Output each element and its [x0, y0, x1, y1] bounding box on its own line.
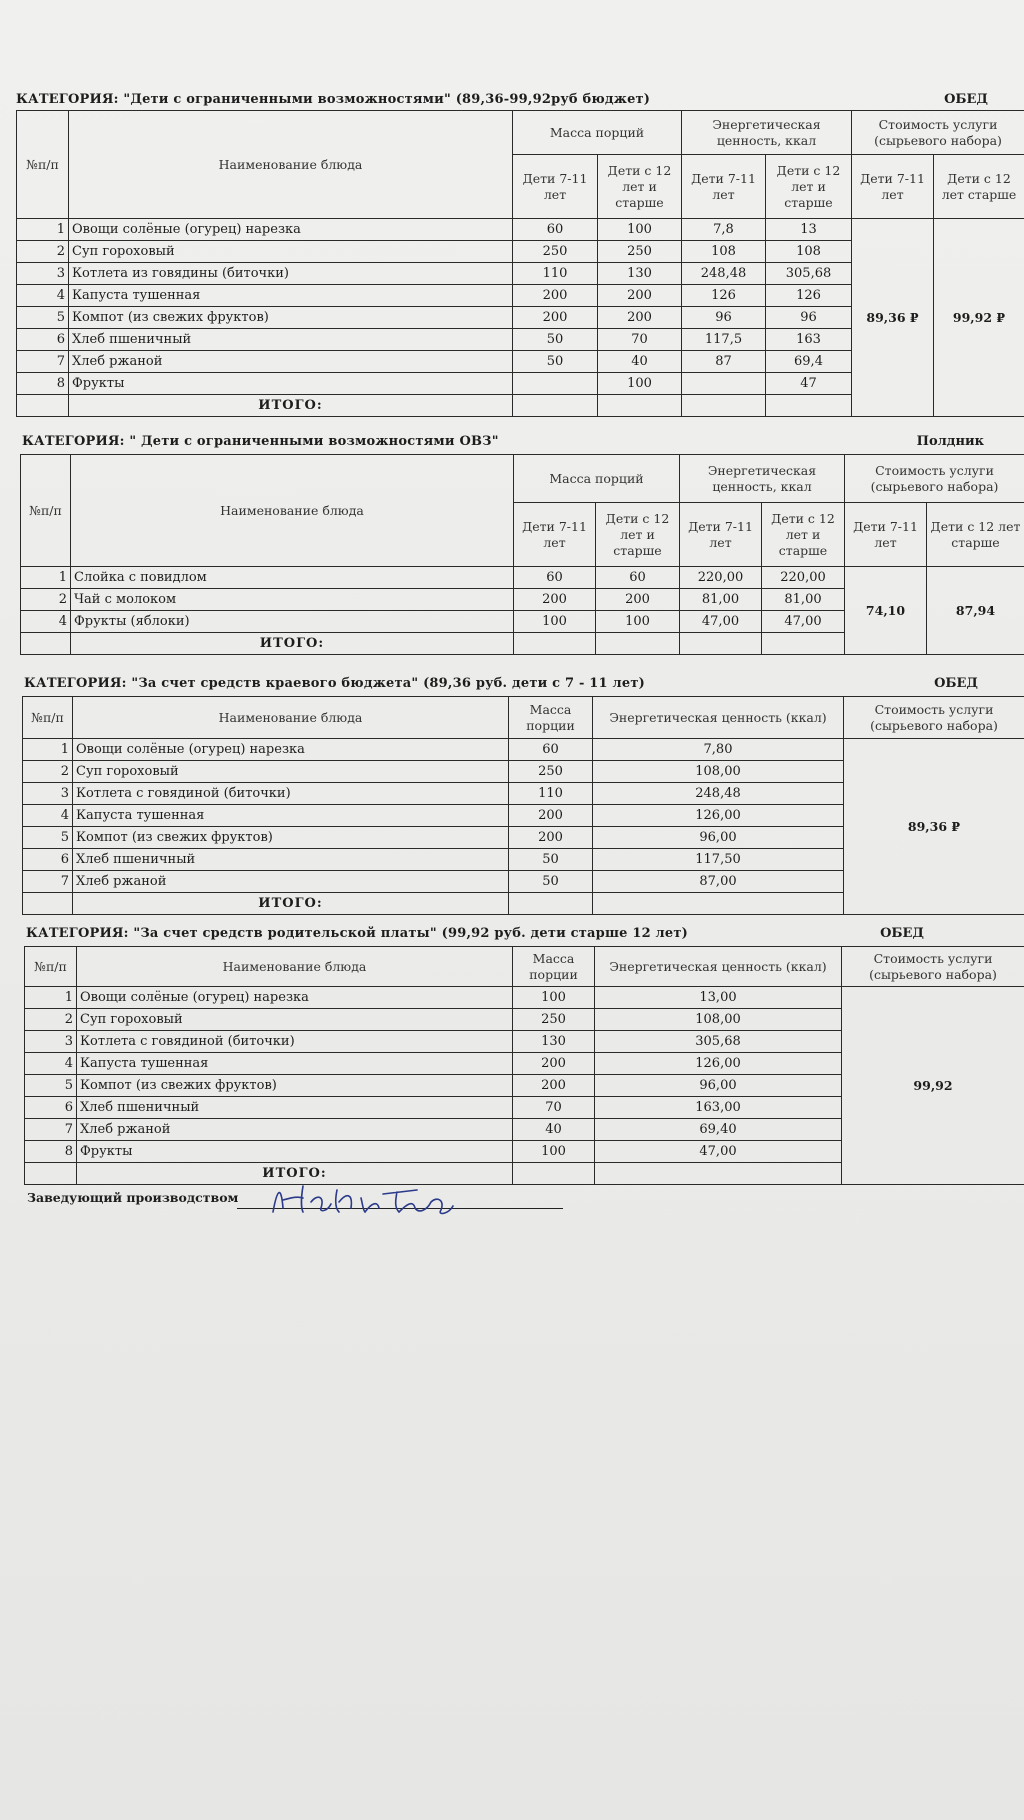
row-number: 5 — [23, 827, 73, 849]
energy-young: 87 — [682, 351, 766, 373]
row-number: 7 — [17, 351, 69, 373]
energy: 305,68 — [595, 1031, 842, 1053]
energy: 96,00 — [593, 827, 844, 849]
energy-old: 47,00 — [762, 611, 845, 633]
header-energy-old: Дети с 12 лет и старше — [766, 155, 852, 219]
row-number: 7 — [23, 871, 73, 893]
signature-block — [27, 1190, 537, 1218]
mass-old: 40 — [598, 351, 682, 373]
dish-name: Фрукты (яблоки) — [71, 611, 514, 633]
row-number: 6 — [25, 1097, 77, 1119]
energy: 108,00 — [595, 1009, 842, 1031]
row-number: 3 — [25, 1031, 77, 1053]
energy-young: 126 — [682, 285, 766, 307]
dish-name: Слойка с повидлом — [71, 567, 514, 589]
energy-old: 163 — [766, 329, 852, 351]
mass: 110 — [509, 783, 593, 805]
cost: 89,36 ₽ — [844, 739, 1024, 915]
header-cost-young: Дети 7-11 лет — [845, 503, 927, 567]
energy: 69,40 — [595, 1119, 842, 1141]
section-4-category: КАТЕГОРИЯ: "За счет средств родительской платы" (99,92 руб. дети старше 12 лет) — [26, 926, 688, 941]
dish-name: Хлеб ржаной — [73, 871, 509, 893]
mass-young: 110 — [513, 263, 598, 285]
mass: 200 — [513, 1075, 595, 1097]
header-mass: Масса порции — [513, 947, 595, 987]
section-1-heading — [16, 92, 1016, 110]
row-number: 4 — [21, 611, 71, 633]
header-num: №п/п — [17, 111, 69, 219]
section-3-category: КАТЕГОРИЯ: "За счет средств краевого бюджета" (89,36 руб. дети с 7 - 11 лет) — [24, 676, 645, 691]
energy-old: 305,68 — [766, 263, 852, 285]
mass-old: 100 — [598, 373, 682, 395]
energy-old: 47 — [766, 373, 852, 395]
energy-young: 248,48 — [682, 263, 766, 285]
header-name: Наименование блюда — [77, 947, 513, 987]
mass: 100 — [513, 987, 595, 1009]
cost-young: 74,10 — [845, 567, 927, 655]
header-num: №п/п — [21, 455, 71, 567]
row-number: 8 — [17, 373, 69, 395]
row-number: 3 — [17, 263, 69, 285]
mass-young: 50 — [513, 351, 598, 373]
energy-young: 96 — [682, 307, 766, 329]
section-1-category: КАТЕГОРИЯ: "Дети с ограниченными возможностями" (89,36-99,92руб бюджет) — [16, 92, 651, 107]
row-number: 4 — [25, 1053, 77, 1075]
table-row — [25, 987, 1024, 1009]
energy: 47,00 — [595, 1141, 842, 1163]
energy-old: 96 — [766, 307, 852, 329]
mass-young: 100 — [514, 611, 596, 633]
mass: 70 — [513, 1097, 595, 1119]
energy: 96,00 — [595, 1075, 842, 1097]
table-row — [23, 739, 1024, 761]
dish-name: Овощи солёные (огурец) нарезка — [77, 987, 513, 1009]
mass: 200 — [509, 805, 593, 827]
energy: 126,00 — [595, 1053, 842, 1075]
header-cost: Стоимость услуги (сырьевого набора) — [842, 947, 1024, 987]
mass: 130 — [513, 1031, 595, 1053]
mass-young: 250 — [513, 241, 598, 263]
dish-name: Котлета из говядины (биточки) — [69, 263, 513, 285]
row-number: 3 — [23, 783, 73, 805]
header-mass: Масса порций — [514, 455, 680, 503]
energy: 117,50 — [593, 849, 844, 871]
mass-old: 70 — [598, 329, 682, 351]
mass: 40 — [513, 1119, 595, 1141]
mass-old: 250 — [598, 241, 682, 263]
mass: 100 — [513, 1141, 595, 1163]
header-cost: Стоимость услуги (сырьевого набора) — [844, 697, 1024, 739]
section-2-meal: Полдник — [916, 434, 984, 449]
signature-label: Заведующий производством — [27, 1190, 239, 1205]
energy-young: 117,5 — [682, 329, 766, 351]
mass: 250 — [513, 1009, 595, 1031]
energy-old: 81,00 — [762, 589, 845, 611]
mass-young: 200 — [514, 589, 596, 611]
row-number: 6 — [17, 329, 69, 351]
section-3-meal: ОБЕД — [934, 676, 978, 691]
mass-young: 60 — [514, 567, 596, 589]
energy-old: 13 — [766, 219, 852, 241]
dish-name: Суп гороховый — [73, 761, 509, 783]
row-number: 2 — [17, 241, 69, 263]
row-number: 1 — [17, 219, 69, 241]
header-mass-old: Дети с 12 лет и старше — [598, 155, 682, 219]
table-row — [17, 219, 1024, 241]
energy: 126,00 — [593, 805, 844, 827]
header-name: Наименование блюда — [69, 111, 513, 219]
energy-young: 108 — [682, 241, 766, 263]
dish-name: Хлеб ржаной — [77, 1119, 513, 1141]
dish-name: Хлеб ржаной — [69, 351, 513, 373]
section-3-heading — [24, 676, 978, 694]
dish-name: Котлета с говядиной (биточки) — [77, 1031, 513, 1053]
row-number: 1 — [23, 739, 73, 761]
header-energy-young: Дети 7-11 лет — [682, 155, 766, 219]
dish-name: Компот (из свежих фруктов) — [77, 1075, 513, 1097]
header-mass-old: Дети с 12 лет и старше — [596, 503, 680, 567]
energy: 87,00 — [593, 871, 844, 893]
header-energy: Энергетическая ценность (ккал) — [595, 947, 842, 987]
energy-young: 7,8 — [682, 219, 766, 241]
header-energy: Энергетическая ценность (ккал) — [593, 697, 844, 739]
mass: 50 — [509, 871, 593, 893]
mass-old: 60 — [596, 567, 680, 589]
header-mass-young: Дети 7-11 лет — [513, 155, 598, 219]
mass-young: 50 — [513, 329, 598, 351]
row-number: 5 — [25, 1075, 77, 1097]
header-energy-old: Дети с 12 лет и старше — [762, 503, 845, 567]
section-4-heading — [26, 926, 924, 944]
header-cost: Стоимость услуги (сырьевого набора) — [852, 111, 1024, 155]
energy: 7,80 — [593, 739, 844, 761]
section-1-table — [16, 110, 1024, 417]
energy-old: 220,00 — [762, 567, 845, 589]
section-4-meal: ОБЕД — [880, 926, 924, 941]
energy-young: 220,00 — [680, 567, 762, 589]
mass: 60 — [509, 739, 593, 761]
dish-name: Суп гороховый — [69, 241, 513, 263]
header-name: Наименование блюда — [73, 697, 509, 739]
header-num: №п/п — [23, 697, 73, 739]
row-number: 4 — [23, 805, 73, 827]
dish-name: Чай с молоком — [71, 589, 514, 611]
mass: 200 — [513, 1053, 595, 1075]
mass: 250 — [509, 761, 593, 783]
mass-old: 200 — [596, 589, 680, 611]
row-number: 4 — [17, 285, 69, 307]
energy-old: 69,4 — [766, 351, 852, 373]
dish-name: Капуста тушенная — [73, 805, 509, 827]
dish-name: Компот (из свежих фруктов) — [73, 827, 509, 849]
section-2-heading — [22, 434, 1022, 452]
energy: 248,48 — [593, 783, 844, 805]
section-2-table — [20, 454, 1024, 655]
header-mass-young: Дети 7-11 лет — [514, 503, 596, 567]
mass-old: 200 — [598, 285, 682, 307]
header-name: Наименование блюда — [71, 455, 514, 567]
mass-old: 100 — [598, 219, 682, 241]
cost-old: 87,94 — [927, 567, 1024, 655]
total-label: ИТОГО: — [71, 633, 514, 655]
header-mass: Масса порции — [509, 697, 593, 739]
energy: 13,00 — [595, 987, 842, 1009]
dish-name: Фрукты — [77, 1141, 513, 1163]
energy: 108,00 — [593, 761, 844, 783]
energy-young: 81,00 — [680, 589, 762, 611]
mass: 50 — [509, 849, 593, 871]
mass-old: 130 — [598, 263, 682, 285]
dish-name: Овощи солёные (огурец) нарезка — [73, 739, 509, 761]
row-number: 2 — [23, 761, 73, 783]
header-cost-old: Дети с 12 лет старше — [927, 503, 1024, 567]
section-3-table — [22, 696, 1024, 915]
dish-name: Котлета с говядиной (биточки) — [73, 783, 509, 805]
header-cost-old: Дети с 12 лет старше — [934, 155, 1024, 219]
table-row — [21, 567, 1024, 589]
mass-young: 60 — [513, 219, 598, 241]
mass: 200 — [509, 827, 593, 849]
mass-young — [513, 373, 598, 395]
dish-name: Хлеб пшеничный — [69, 329, 513, 351]
total-label: ИТОГО: — [69, 395, 513, 417]
dish-name: Овощи солёные (огурец) нарезка — [69, 219, 513, 241]
mass-young: 200 — [513, 307, 598, 329]
dish-name: Фрукты — [69, 373, 513, 395]
row-number: 6 — [23, 849, 73, 871]
mass-old: 100 — [596, 611, 680, 633]
dish-name: Хлеб пшеничный — [77, 1097, 513, 1119]
row-number: 2 — [21, 589, 71, 611]
header-energy: Энергетическая ценность, ккал — [680, 455, 845, 503]
header-num: №п/п — [25, 947, 77, 987]
total-label: ИТОГО: — [77, 1163, 513, 1185]
row-number: 1 — [21, 567, 71, 589]
section-1-meal: ОБЕД — [944, 92, 988, 107]
energy-old: 108 — [766, 241, 852, 263]
header-cost-young: Дети 7-11 лет — [852, 155, 934, 219]
section-2-category: КАТЕГОРИЯ: " Дети с ограниченными возможностями ОВЗ" — [22, 434, 499, 449]
dish-name: Хлеб пшеничный — [73, 849, 509, 871]
row-number: 5 — [17, 307, 69, 329]
cost-young: 89,36 ₽ — [852, 219, 934, 417]
header-mass: Масса порций — [513, 111, 682, 155]
row-number: 1 — [25, 987, 77, 1009]
section-4-table — [24, 946, 1024, 1185]
total-label: ИТОГО: — [73, 893, 509, 915]
row-number: 2 — [25, 1009, 77, 1031]
energy-young — [682, 373, 766, 395]
row-number: 7 — [25, 1119, 77, 1141]
cost-old: 99,92 ₽ — [934, 219, 1024, 417]
dish-name: Капуста тушенная — [77, 1053, 513, 1075]
energy: 163,00 — [595, 1097, 842, 1119]
cost: 99,92 — [842, 987, 1024, 1185]
row-number: 8 — [25, 1141, 77, 1163]
header-energy: Энергетическая ценность, ккал — [682, 111, 852, 155]
dish-name: Компот (из свежих фруктов) — [69, 307, 513, 329]
energy-old: 126 — [766, 285, 852, 307]
dish-name: Суп гороховый — [77, 1009, 513, 1031]
header-energy-young: Дети 7-11 лет — [680, 503, 762, 567]
mass-old: 200 — [598, 307, 682, 329]
header-cost: Стоимость услуги (сырьевого набора) — [845, 455, 1024, 503]
dish-name: Капуста тушенная — [69, 285, 513, 307]
signature-image — [267, 1178, 527, 1220]
mass-young: 200 — [513, 285, 598, 307]
energy-young: 47,00 — [680, 611, 762, 633]
